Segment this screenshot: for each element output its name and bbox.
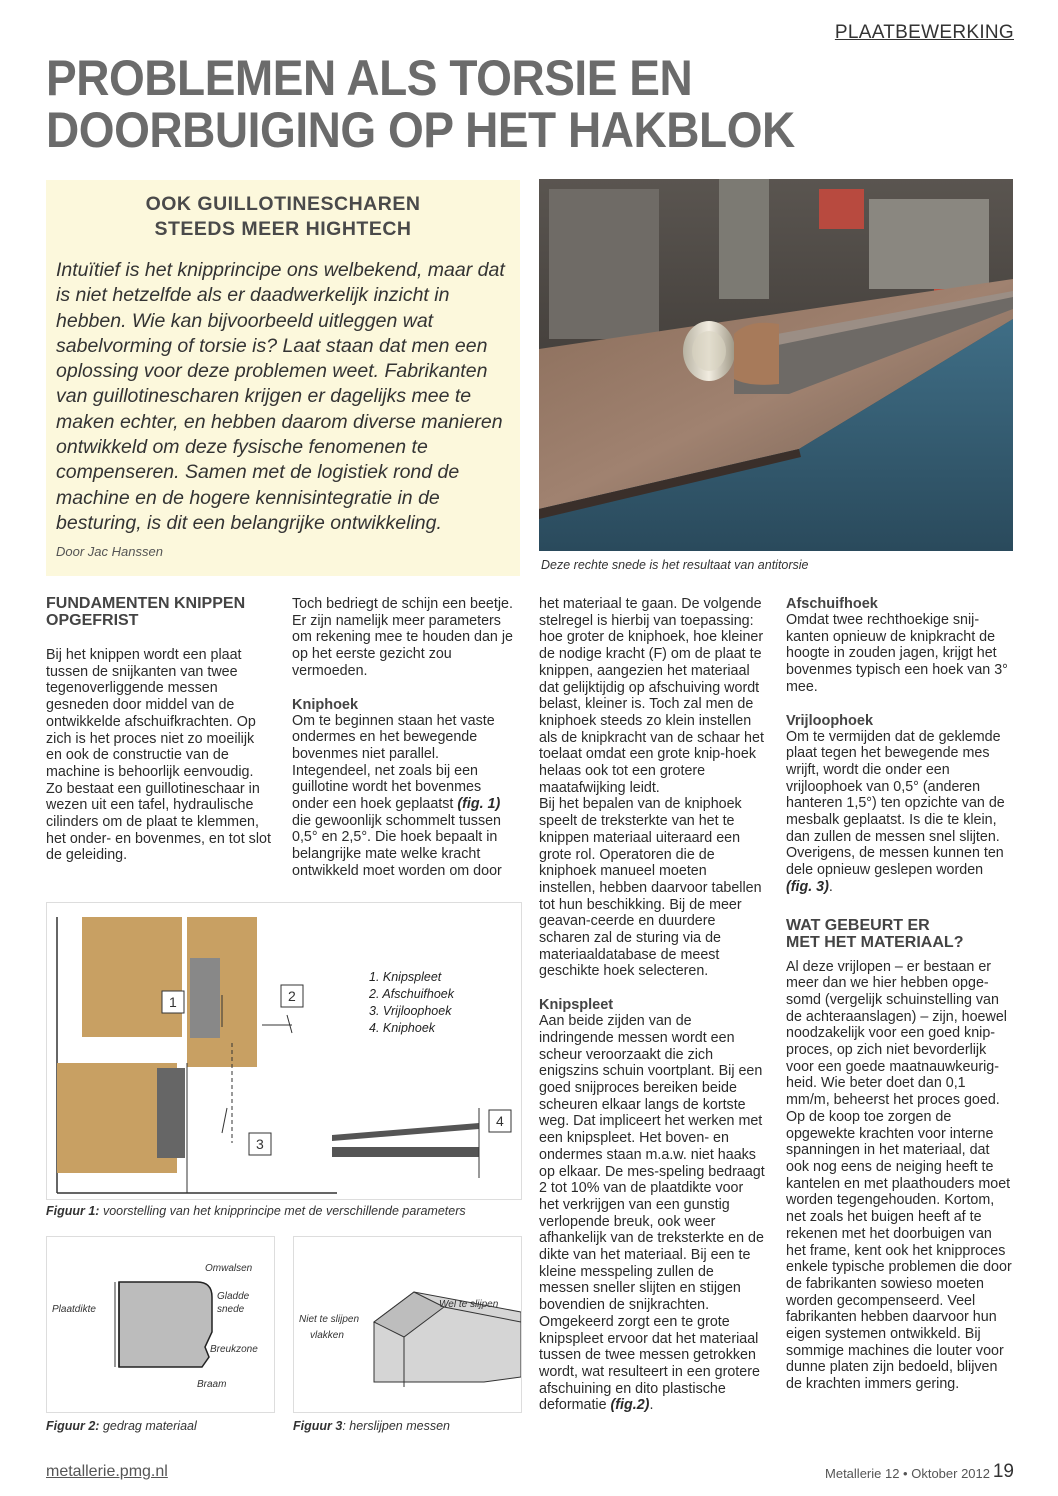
- paragraph-text: .: [828, 878, 833, 895]
- column-4: [786, 596, 1012, 1393]
- label-plaatdikte: Plaatdikte: [52, 1304, 96, 1315]
- section-heading-materiaal: [786, 917, 1012, 951]
- footer-publication: Metallerie 12 • Oktober 2012: [825, 1466, 990, 1481]
- section-heading-fundamenten: [46, 595, 274, 629]
- marker-4-label: 4: [496, 1113, 504, 1129]
- intro-box: [46, 180, 520, 576]
- subheading-knipspleet: Knipspleet: [539, 997, 614, 1014]
- heading-line-2: OPGEFRIST: [46, 612, 139, 629]
- figure-1: [46, 902, 522, 1200]
- page-number: 19: [992, 1461, 1014, 1482]
- label-snede: snede: [217, 1304, 245, 1315]
- caption-text: voorstelling van het knipprincipe met de verschillende parameters: [99, 1204, 466, 1218]
- paragraph: het materiaal te gaan. De volgende stelregel is hierbij van toepassing: hoe groter de kniphoek, hoe kleiner de nodige kracht (F) om de plaat te knippen, aangezien het materiaal dat gelijktijdig op afschuiving wordt belast, kleiner is. Toch zal men de kniphoek steeds zo klein instellen als de knipkracht van de schaar het toelaat omdat een grote knip-hoek helaas ook tot een grotere maatafwijking leidt.: [539, 596, 764, 796]
- paragraph-text: .: [649, 1397, 654, 1414]
- figure-1-caption: [46, 1204, 466, 1218]
- paragraph: Bij het bepalen van de kniphoek speelt de treksterkte van het te knippen materiaal uiteraard een grote rol. Operatoren die de kniphoek manueel moeten instellen, hebben daarvoor tabellen tot hun beschikking. Bij de meer geavan-ceerde en duurdere scharen zal de sturing via de materiaaldatabase de meest geschikte hoek selecteren.: [539, 796, 762, 980]
- marker-3-label: 3: [256, 1136, 264, 1152]
- photo-caption: Deze rechte snede is het resultaat van antitorsie: [541, 558, 809, 572]
- marker-2-label: 2: [288, 988, 296, 1004]
- legend-item-3: 3. Vrijloophoek: [369, 1004, 452, 1018]
- heading-line-1: FUNDAMENTEN KNIPPEN: [46, 595, 246, 612]
- paragraph: [292, 713, 520, 880]
- title-line-1: PROBLEMEN ALS TORSIE EN: [46, 50, 693, 106]
- title-line-2: DOORBUIGING OP HET HAKBLOK: [46, 102, 795, 158]
- kniphoek-blade-bottom: [332, 1147, 479, 1157]
- heading-line-1: WAT GEBEURT ER: [786, 916, 930, 934]
- label-omwalsen: Omwalsen: [205, 1263, 253, 1274]
- paragraph-text: die gewoonlijk schommelt tussen 0,5° en 2,5°. Die hoek bepaalt in belangrijke mate welke kracht ontwikkeld moet worden om door: [292, 812, 502, 879]
- label-niet-te-slijpen: Niet te slijpen: [299, 1314, 360, 1325]
- figure-ref: (fig. 1): [457, 796, 501, 813]
- figure-3-caption: [293, 1419, 450, 1433]
- figure-ref: (fig.2): [610, 1397, 650, 1414]
- caption-label: Figuur 3: [293, 1419, 343, 1433]
- footer-link[interactable]: metallerie.pmg.nl: [46, 1463, 168, 1480]
- column-3: [539, 596, 767, 1414]
- paragraph: Al deze vrijlopen – er bestaan er meer dan we hier hebben opge-somd (vergelijk schuinstelling van de achteraanslagen) – zijn, hoewel noodzakelijk voor een goed knip-proces, op zich niet bevorderlijk voor een goede maatnauwkeurig-heid. Wie beter doet dan 0,1 mm/m, beheerst het proces goed. Op de koop toe zorgen de opgewekte krachten voor interne spanningen in het materiaal, dat ook nog eens de neiging heeft te kantelen en met plaathouders moet worden tegengehouden. Kortom, net zoals het buigen heeft af te rekenen met het doorbuigen van het frame, kent ook het knipproces enkele typische problemen die door de fabrikanten sowieso moeten worden gecompenseerd. Veel fabrikanten hebben daarvoor hun eigen systemen ontwikkeld. Bij sommige machines die louter voor dunne platen zijn bedoeld, blijven de krachten immers gering.: [786, 958, 1012, 1393]
- column-1: [46, 595, 274, 864]
- caption-text: gedrag materiaal: [99, 1419, 197, 1433]
- subheading-vrijloophoek: Vrijloophoek: [786, 712, 874, 729]
- intro-title-line-2: STEEDS MEER HIGHTECH: [154, 218, 412, 240]
- figure-2-diagram: [47, 1237, 274, 1412]
- figure-1-diagram: [47, 903, 521, 1199]
- kniphoek-blade-top: [332, 1123, 479, 1141]
- photo-sheet-metal: [539, 179, 1013, 551]
- caption-label: Figuur 2:: [46, 1419, 100, 1433]
- byline: Door Jac Hanssen: [56, 544, 163, 559]
- figure-3: [293, 1236, 522, 1413]
- paragraph: Omdat twee rechthoekige snij-kanten opnieuw de knipkracht de hoogte in zouden jagen, krijgt het bovenmes typisch een hoek van 3° mee.: [786, 612, 1008, 695]
- upper-blade: [190, 958, 220, 1038]
- paragraph: Toch bedriegt de schijn een beetje. Er zijn namelijk meer parameters om rekening mee te houden dan je op het eerste gezicht zou vermoeden.: [292, 596, 513, 679]
- figure-ref: (fig. 3): [786, 878, 829, 895]
- label-gladde: Gladde: [217, 1291, 250, 1302]
- figure-2: [46, 1236, 275, 1413]
- subheading-kniphoek: Kniphoek: [292, 696, 359, 713]
- paragraph: Bij het knippen wordt een plaat tussen de snijkanten van twee tegenoverliggende messen gesneden door middel van de ontwikkelde afschuifkrachten. Op zich is het proces niet zo moeilijk en ook de constructie van de machine is behoorlijk eenvoudig. Zo bestaat een guillotineschaar in wezen uit een tafel, hydraulische cilinders om de plaat te klemmen, het onder- en bovenmes, en tot slot de geleiding.: [46, 647, 271, 864]
- page-title: [46, 52, 929, 156]
- caption-text: : herslijpen messen: [342, 1419, 451, 1433]
- paragraph: [539, 1013, 767, 1414]
- marker-1-label: 1: [169, 994, 177, 1010]
- figure-2-caption: [46, 1419, 197, 1433]
- paragraph-text: Om te beginnen staan het vaste ondermes en het bewegende bovenmes niet parallel. Integendeel, net zoals bij een guillotine wordt het bovenmes onder een hoek geplaatst: [292, 712, 495, 813]
- photo-illustration: [539, 179, 1013, 551]
- label-breukzone: Breukzone: [210, 1344, 258, 1355]
- column-2: [292, 596, 520, 880]
- paragraph-text: Aan beide zijden van de indringende messen wordt een scheur veroorzaakt die zich enigszins schuin voortplant. Bij een goed snijproces bereiken beide scheuren elkaar langs de kortste weg. Dat impliceert het werken met een knipspleet. Het boven- en ondermes staan m.a.w. niet haaks op elkaar. De mes-speling bedraagt 2 tot 10% van de plaatdikte voor het verkrijgen van een gunstig verlopende breuk, ook weer afhankelijk van de treksterkte en de dikte van het materiaal. Bij een te kleine messpeling zullen de messen sneller slijten en stijgen bovendien de snijkrachten. Omgekeerd zorgt een te grote knipspleet ervoor dat het materiaal tussen de twee messen getrokken wordt, wat resulteert in een grotere afschuining en dito plastische deformatie: [539, 1013, 765, 1414]
- upper-holder: [82, 917, 182, 1037]
- figure-3-diagram: [294, 1237, 521, 1412]
- legend-item-2: 2. Afschuifhoek: [369, 987, 455, 1001]
- caption-label: Figuur 1:: [46, 1204, 100, 1218]
- legend-item-1: 1. Knipspleet: [369, 970, 442, 984]
- lower-blade: [157, 1068, 185, 1158]
- paragraph: [786, 729, 1012, 896]
- heading-line-2: MET HET MATERIAAL?: [786, 933, 964, 951]
- label-wel-te-slijpen: Wel te slijpen: [439, 1299, 499, 1310]
- intro-title: [46, 192, 520, 242]
- intro-text: Intuïtief is het knipprincipe ons welbekend, maar dat is niet hetzelfde als er daadwerkelijk inzicht in hebben. Wie kan bijvoorbeeld uitleggen wat sabelvorming of torsie is? Laat staan dat men een oplossing voor deze problemen weet. Fabrikanten van guillotinescharen krijgen er dagelijks mee te maken echter, en hebben daarom diverse manieren ontwikkeld om deze fysische fenomenen te compenseren. Samen met de logistiek rond de machine en de hogere kennisintegratie in de besturing, is dit een belangrijke ontwikkeling.: [56, 259, 505, 534]
- label-braam: Braam: [197, 1379, 227, 1390]
- paragraph-text: Om te vermijden dat de geklemde plaat tegen het bewegende mes wrijft, wordt die onder een vrijloophoek van 0,5° (anderen hanteren 1,5°) ten opzichte van de mesbalk geplaatst. Is die te klein, dan zullen de messen snel slijten. Overigens, de messen kunnen ten dele opnieuw geslepen worden: [786, 728, 1005, 879]
- section-tag: PLAATBEWERKING: [834, 22, 1014, 43]
- subheading-afschuifhoek: Afschuifhoek: [786, 596, 878, 612]
- label-vlakken: vlakken: [310, 1330, 344, 1341]
- intro-title-line-1: OOK GUILLOTINESCHAREN: [145, 193, 421, 215]
- legend-item-4: 4. Kniphoek: [369, 1021, 436, 1035]
